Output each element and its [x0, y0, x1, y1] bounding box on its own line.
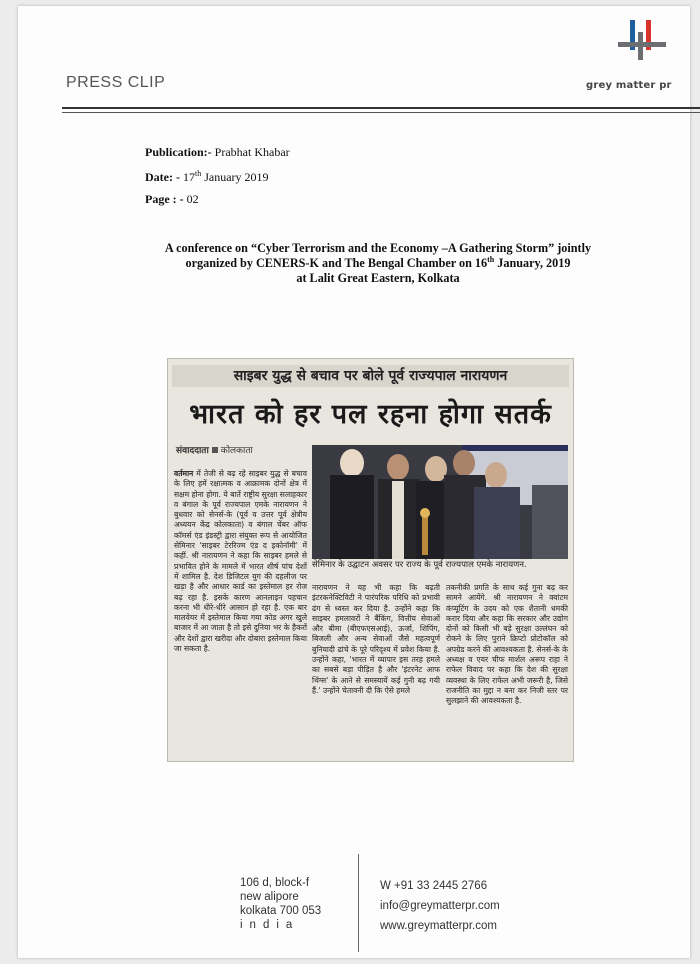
clip-byline [176, 443, 253, 456]
clip-title: भारत को हर पल रहना होगा सतर्क [189, 399, 552, 430]
footer-contact [380, 876, 500, 936]
headline-line-2 [98, 256, 658, 271]
article-lead-word: वर्तमान [174, 469, 194, 478]
header-rule-thin [62, 112, 700, 113]
page-line [145, 192, 199, 207]
article-column-2: नारायणन ने यह भी कहा कि बढ़ती इंटरकनेक्टिविटी ने पारंपरिक परिधि को प्रभावी ढंग से ध्वस्त कर दिया है. उन्होंने कहा कि साइबर हमलावरों ने बैंकिंग, वित्तीय सेवाओं और बीमा (बीएफएसआई), ऊर्जा, शिपिंग, बिजली और अन्य सेवाओं जैसे महत्वपूर्ण बुनियादी ढांचे के पूरे परिदृश्य में प्रवेश किया है. उन्होंने कहा, 'भारत में व्यापार इस तरह हमले का सबसे बड़ा पीड़ित है और 'इंटरनेट आफ थिंग्स' के आने से समस्यायें कई गुनी बढ़ गयी हैं.' उन्होंने चेतावनी दी कि ऐसे हमले [312, 583, 440, 695]
section-title: PRESS CLIP [66, 74, 166, 91]
article-column-1-text: में तेजी से बढ़ रहे साइबर युद्ध से बचाव के लिए हमें रक्षात्मक व आक्रामक दोनों क्षेत्र में सक्षम होना होगा. ये बातें राष्ट्रीय सुरक्षा सलाहकार व बंगाल के पूर्व राज्यपाल एमके नारायणन ने बुधवार को सेनर्स-के (पूर्व व उत्तर पूर्व क्षेत्रीय अध्ययन केंद्र कोलकाता) व बंगाल चेंबर ऑफ कॉमर्स एंड इंडस्ट्री द्वारा संयुक्त रूप से आयोजित सेमिनार 'साइबर टेररिज्म एंड द इकोनॉमी' में कहीं. श्री नारायणन ने कहा कि साइबर हमले से प्रभावित होने के मामले में भारत शीर्ष पांच देशों में शामिल है. देश डिजिटल युग की दहलीज पर खड़ा है और आधार कार्ड का इस्तेमाल हर रोज बढ़ रहा है. इसके कारण आनलाइन पहचान करना भी धीरे-धीरे आसान हो रहा है. एक बार मालवेयर में इस्तेमाल किया गया कोड अगर खुले बाजार में आ जाता है तो इसे दुनिया भर के हैकरों और देशों द्वारा खरीदा और दोबारा इस्तेमाल किया जा सकता है. [174, 469, 307, 654]
grey-matter-logo-icon [614, 18, 670, 62]
address-line-3: kolkata 700 053 [240, 905, 322, 917]
contact-email[interactable]: info@greymatterpr.com [380, 900, 500, 912]
headline-line-3: at Lalit Great Eastern, Kolkata [296, 271, 460, 285]
address-line-4: india [240, 919, 300, 931]
newspaper-clipping [167, 358, 574, 762]
byline-separator-icon [212, 447, 218, 453]
address-line-2: new alipore [240, 891, 299, 903]
date-suffix: th [194, 169, 202, 178]
headline-line-1: A conference on “Cyber Terrorism and the Economy –A Gathering Storm” jointly [164, 241, 592, 255]
publication-line [145, 145, 290, 160]
photo-caption: सेमिनार के उद्घाटन अवसर पर राज्य के पूर्व राज्यपाल एमके नारायणन. [312, 560, 527, 570]
article-column-3: तकनीकी प्रगति के साथ कई गुना बढ़ कर सामने आयेंगे. श्री नारायणन ने क्वांटम कंप्यूटिंग के उदय को एक शैतानी धमकी करार दिया और कहा कि सरकार और उद्योग दोनों को किसी भी बड़े सुरक्षा उल्लंघन को रोकने के लिए पुराने क्रिप्टो प्रोटोकॉल को अपग्रेड करने की आवश्यकता है. सेनर्स-के के अध्यक्ष व एयर चीफ मार्शल अरूप राहा ने राफेल विवाद पर कहा कि देश की सुरक्षा व्यवस्था के लिए राफेल अभी जरूरी है, जिसे राजनीति का मुद्दा न बना कर निजी स्तर पर सुलझाने की आवश्यकता है. [446, 583, 568, 706]
footer-address [240, 876, 321, 932]
clip-kicker: साइबर युद्ध से बचाव पर बोले पूर्व राज्यपाल नारायणन [172, 365, 569, 387]
byline-author: संवाददाता [176, 446, 209, 456]
press-clip-page [18, 6, 690, 958]
headline-line-2-sup: th [487, 254, 495, 264]
headline-line-2a: organized by CENERS-K and The Bengal Chamber on 16 [185, 256, 488, 270]
header-rule [62, 107, 700, 109]
date-line [145, 169, 269, 185]
publication-value: Prabhat Khabar [214, 145, 290, 159]
address-line-1: 106 d, block-f [240, 877, 310, 889]
article-column-1 [174, 469, 307, 654]
brand-name: grey matter pr [586, 80, 672, 91]
date-rest: January 2019 [204, 170, 269, 184]
page-value: 02 [186, 192, 199, 206]
event-headline [98, 241, 658, 286]
byline-city: कोलकाता [220, 446, 253, 456]
seminar-photo [312, 445, 568, 559]
headline-line-2b: January, 2019 [497, 256, 571, 270]
date-label: Date: - [145, 170, 180, 184]
footer-divider [358, 854, 359, 952]
date-day: 17 [182, 170, 195, 184]
page-label: Page : - [145, 192, 184, 206]
contact-website[interactable]: www.greymatterpr.com [380, 920, 497, 932]
contact-phone: W +91 33 2445 2766 [380, 880, 488, 892]
publication-label: Publication:- [145, 145, 212, 159]
